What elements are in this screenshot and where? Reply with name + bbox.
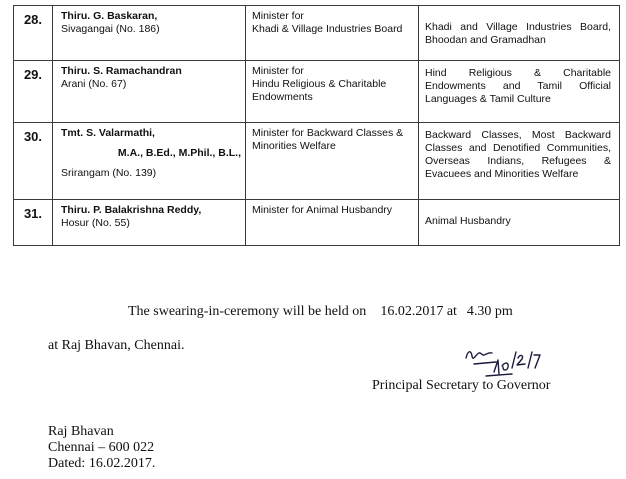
portfolio: Hind Religious & Charitable Endowments and Tamil Official Languages & Tamil Culture: [425, 67, 611, 105]
table-row: [14, 61, 620, 123]
serial-number-cell: [14, 123, 53, 200]
constituency: Srirangam (No. 139): [61, 167, 157, 179]
serial-number-cell: [14, 61, 53, 123]
ministry-cell: [246, 123, 419, 200]
serial-number: 29.: [23, 67, 43, 82]
address-block: [48, 424, 155, 472]
portfolio: Backward Classes, Most Backward Classes and Denotified Communities, Overseas Indians, Refugees & Evacuees and Minorities Welfare: [425, 129, 611, 180]
ministry-line: Minister for: [252, 10, 304, 22]
serial-number-cell: [14, 200, 53, 246]
serial-number: 31.: [23, 206, 43, 221]
address-line: Chennai – 600 022: [48, 440, 155, 455]
portfolio-cell: [419, 61, 620, 123]
ceremony-date: 16.02.2017: [380, 304, 444, 319]
ministry-line: Minister for Animal Husbandry: [252, 204, 393, 216]
constituency: Sivagangai (No. 186): [61, 23, 160, 35]
portfolio-cell: [419, 123, 620, 200]
signatory-title: Principal Secretary to Governor: [372, 378, 551, 393]
name-cell: [53, 61, 246, 123]
ceremony-at: at: [446, 304, 457, 319]
ministry-cell: [246, 6, 419, 61]
ceremony-notice: [128, 304, 513, 320]
name-cell: [53, 123, 246, 200]
ministry-cell: [246, 200, 419, 246]
ministry-line: Khadi & Village Industries Board: [252, 23, 403, 35]
name-cell: [53, 200, 246, 246]
minister-name: Thiru. G. Baskaran,: [61, 10, 158, 22]
minister-name: Tmt. S. Valarmathi,: [61, 127, 155, 139]
date-line: Dated: 16.02.2017.: [48, 456, 156, 471]
serial-number-cell: [14, 6, 53, 61]
minister-name: Thiru. S. Ramachandran: [61, 65, 182, 77]
table-row: [14, 123, 620, 200]
portfolio: Khadi and Village Industries Board, Bhoodan and Gramadhan: [425, 21, 611, 46]
ministry-cell: [246, 61, 419, 123]
ceremony-time: 4.30 pm: [466, 304, 513, 319]
constituency: Hosur (No. 55): [61, 217, 130, 229]
ministry-line: Minister for Backward Classes &: [252, 127, 404, 139]
ministry-line: Minorities Welfare: [252, 140, 336, 152]
signature: [462, 344, 572, 380]
serial-number: 30.: [23, 129, 43, 144]
venue-line: at Raj Bhavan, Chennai.: [48, 338, 185, 353]
name-cell: [53, 6, 246, 61]
ministry-line: Minister for: [252, 65, 304, 77]
minister-name: Thiru. P. Balakrishna Reddy,: [61, 204, 202, 216]
ceremony-text: The swearing-in-ceremony will be held on: [128, 304, 367, 319]
ministry-line: Endowments: [252, 91, 313, 103]
table-row: [14, 6, 620, 61]
serial-number: 28.: [23, 12, 43, 27]
ministry-line: Hindu Religious & Charitable: [252, 78, 387, 90]
portfolio-cell: [419, 200, 620, 246]
portfolio-cell: [419, 6, 620, 61]
constituency: Arani (No. 67): [61, 78, 127, 90]
ministers-table: [13, 5, 620, 246]
minister-degrees: M.A., B.Ed., M.Phil., B.L.,: [117, 147, 241, 159]
portfolio: Animal Husbandry: [425, 215, 511, 227]
address-line: Raj Bhavan: [48, 424, 114, 439]
table-row: [14, 200, 620, 246]
